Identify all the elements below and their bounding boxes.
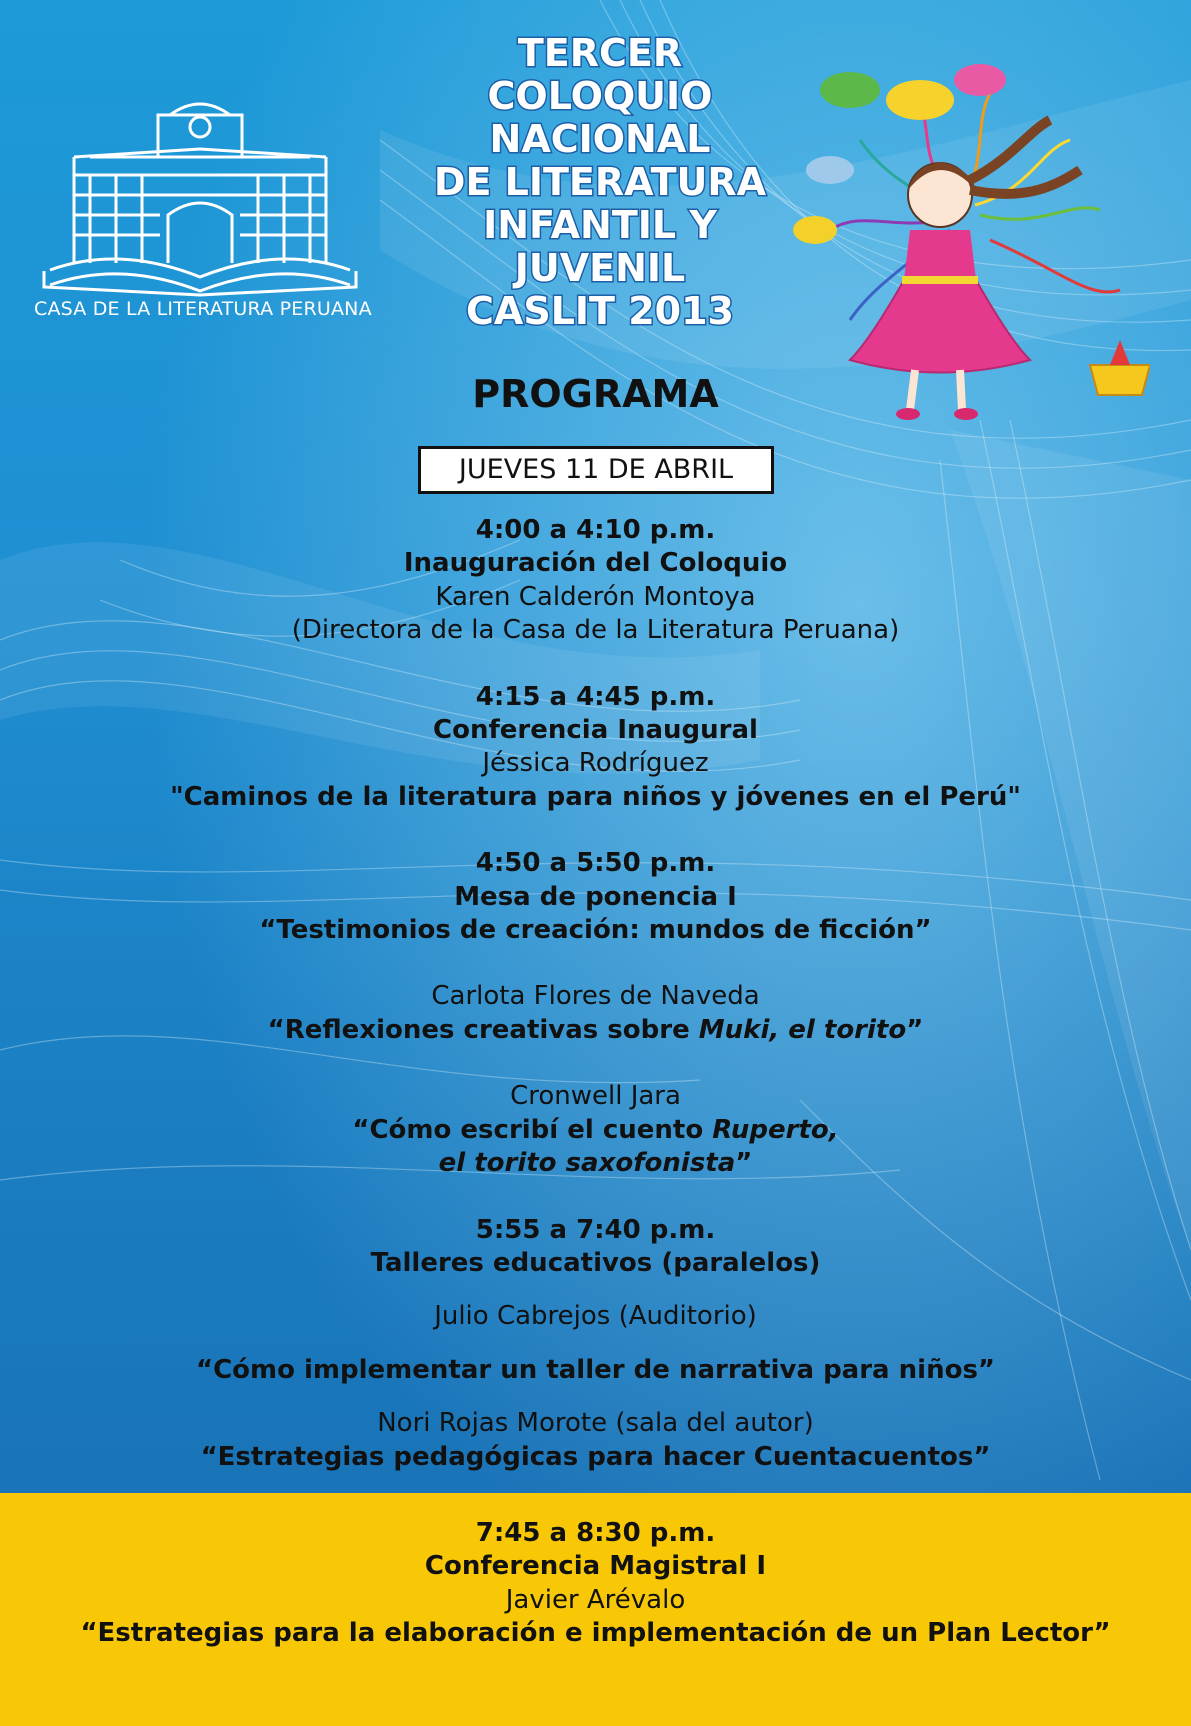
speaker-name: Nori Rojas Morote (sala del autor)	[377, 1408, 814, 1439]
speaker-name: Julio Cabrejos (Auditorio)	[434, 1301, 757, 1332]
speaker-role: (Directora de la Casa de la Literatura Peruana)	[291, 615, 900, 646]
speaker-name: Javier Arévalo	[505, 1584, 686, 1615]
event-title-line: COLOQUIO	[487, 74, 713, 118]
talk-title: “Cómo implementar un taller de narrativa para niños”	[195, 1354, 996, 1385]
session-time: 5:55 a 7:40 p.m.	[475, 1214, 716, 1245]
session-title: Talleres educativos (paralelos)	[370, 1247, 821, 1278]
event-title-line: NACIONAL	[489, 117, 711, 161]
event-title-line: JUVENIL	[514, 246, 686, 290]
session-title: Mesa de ponencia I	[454, 881, 737, 912]
event-title	[380, 32, 820, 333]
session-time: 4:15 a 4:45 p.m.	[475, 681, 716, 712]
speaker-name: Cronwell Jara	[510, 1081, 681, 1112]
session-title: Conferencia Inaugural	[433, 715, 758, 746]
talk-title: "Caminos de la literatura para niños y jóvenes en el Perú"	[170, 781, 1021, 812]
keynote-session	[0, 1517, 1191, 1651]
program-schedule	[0, 514, 1191, 1474]
session-time: 4:00 a 4:10 p.m.	[475, 515, 716, 545]
talk-title: “Reflexiones creativas sobre Muki, el torito”	[267, 1014, 924, 1045]
talk-title: “Cómo escribí el cuento Ruperto,	[352, 1114, 839, 1145]
logo-caption: CASA DE LA LITERATURA PERUANA	[34, 298, 372, 320]
programa-heading: PROGRAMA	[472, 372, 719, 416]
date-box: JUEVES 11 DE ABRIL	[418, 446, 774, 494]
session-subtitle: “Testimonios de creación: mundos de ficción”	[259, 915, 932, 946]
event-title-line: DE LITERATURA	[433, 160, 767, 204]
speaker-name: Karen Calderón Montoya	[435, 581, 756, 612]
session-title: Conferencia Magistral I	[424, 1551, 767, 1582]
speaker-name: Carlota Flores de Naveda	[431, 981, 760, 1012]
talk-title: “Estrategias pedagógicas para hacer Cuentacuentos”	[200, 1441, 991, 1472]
session-time: 7:45 a 8:30 p.m.	[475, 1518, 716, 1548]
speaker-name: Jéssica Rodríguez	[482, 748, 709, 779]
event-title-line: CASLIT 2013	[466, 289, 734, 333]
session-time: 4:50 a 5:50 p.m.	[475, 848, 716, 879]
casa-literatura-logo	[30, 95, 370, 325]
event-title-line: TERCER	[517, 31, 683, 75]
event-title-line: INFANTIL Y	[483, 203, 717, 247]
talk-title: “Estrategias para la elaboración e implementación de un Plan Lector”	[80, 1618, 1111, 1649]
talk-title-continued: el torito saxofonista”	[438, 1148, 753, 1179]
session-title: Inauguración del Coloquio	[403, 548, 788, 579]
